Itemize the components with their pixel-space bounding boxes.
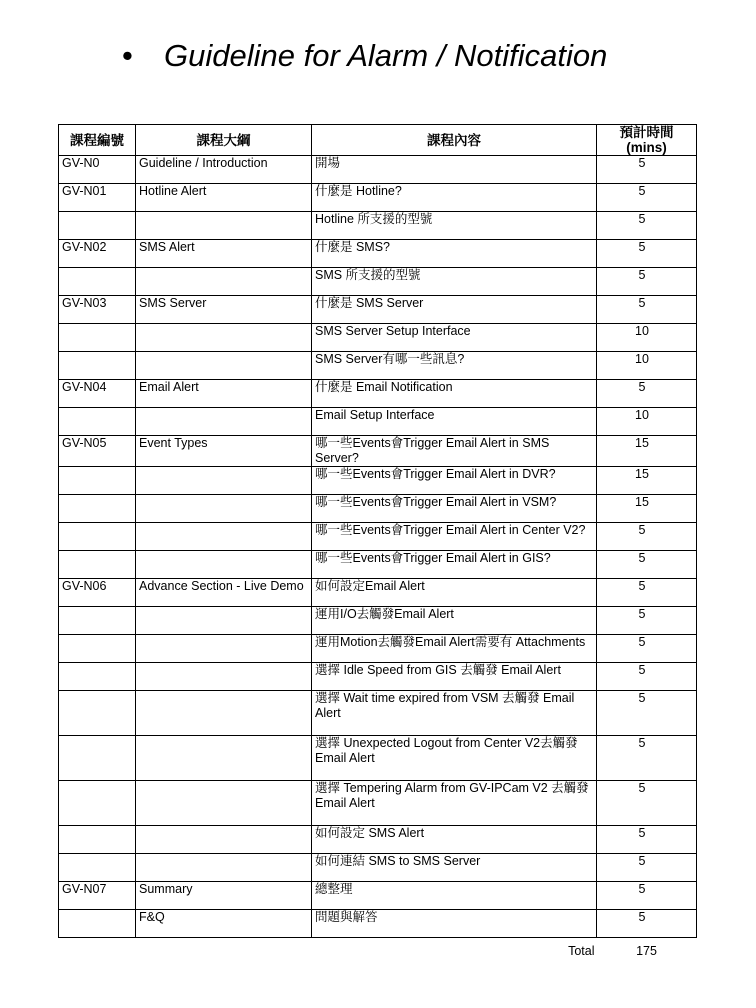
table-row bbox=[59, 607, 697, 635]
row-content: 選擇 Tempering Alarm from GV-IPCam V2 去觸發 Email Alert bbox=[312, 781, 597, 826]
table-row bbox=[59, 380, 697, 408]
row-outline: Advance Section - Live Demo bbox=[136, 579, 312, 607]
row-outline: SMS Server bbox=[136, 296, 312, 324]
row-code bbox=[59, 826, 136, 854]
row-outline bbox=[136, 663, 312, 691]
row-content: 總整理 bbox=[312, 882, 597, 910]
row-content: 什麼是 SMS? bbox=[312, 240, 597, 268]
table-row bbox=[59, 882, 697, 910]
row-content: 選擇 Wait time expired from VSM 去觸發 Email Alert bbox=[312, 691, 597, 736]
table-row bbox=[59, 436, 697, 467]
row-outline bbox=[136, 607, 312, 635]
row-code bbox=[59, 736, 136, 781]
page-title bbox=[122, 38, 607, 74]
row-content: 如何連結 SMS to SMS Server bbox=[312, 854, 597, 882]
header-code: 課程編號 bbox=[59, 125, 136, 156]
row-minutes: 5 bbox=[597, 268, 697, 296]
table-row bbox=[59, 635, 697, 663]
row-outline: F&Q bbox=[136, 910, 312, 938]
row-code bbox=[59, 495, 136, 523]
row-outline bbox=[136, 495, 312, 523]
row-content: 如何設定 SMS Alert bbox=[312, 826, 597, 854]
row-outline bbox=[136, 736, 312, 781]
row-minutes: 5 bbox=[597, 826, 697, 854]
row-minutes: 5 bbox=[597, 607, 697, 635]
total-label: Total bbox=[312, 938, 597, 966]
row-code bbox=[59, 691, 136, 736]
header-minutes: 預計時間(mins) bbox=[597, 125, 697, 156]
row-minutes: 15 bbox=[597, 495, 697, 523]
table-row bbox=[59, 467, 697, 495]
row-content: SMS 所支援的型號 bbox=[312, 268, 597, 296]
row-minutes: 5 bbox=[597, 736, 697, 781]
table-row bbox=[59, 495, 697, 523]
table-row bbox=[59, 781, 697, 826]
row-code: GV-N06 bbox=[59, 579, 136, 607]
table-row bbox=[59, 240, 697, 268]
table-row bbox=[59, 663, 697, 691]
row-code: GV-N04 bbox=[59, 380, 136, 408]
row-code: GV-N01 bbox=[59, 184, 136, 212]
row-content: SMS Server Setup Interface bbox=[312, 324, 597, 352]
row-minutes: 5 bbox=[597, 781, 697, 826]
row-outline bbox=[136, 324, 312, 352]
table-row bbox=[59, 910, 697, 938]
row-outline bbox=[136, 635, 312, 663]
row-minutes: 10 bbox=[597, 324, 697, 352]
row-code: GV-N03 bbox=[59, 296, 136, 324]
table-row bbox=[59, 268, 697, 296]
row-outline: Hotline Alert bbox=[136, 184, 312, 212]
row-content: 選擇 Unexpected Logout from Center V2去觸發 Email Alert bbox=[312, 736, 597, 781]
total-value: 175 bbox=[597, 938, 697, 966]
row-code bbox=[59, 635, 136, 663]
row-content: 運用I/O去觸發Email Alert bbox=[312, 607, 597, 635]
row-outline: Email Alert bbox=[136, 380, 312, 408]
row-outline bbox=[136, 826, 312, 854]
table-row bbox=[59, 579, 697, 607]
row-minutes: 5 bbox=[597, 212, 697, 240]
row-minutes: 5 bbox=[597, 296, 697, 324]
row-minutes: 15 bbox=[597, 436, 697, 467]
row-content: 哪一些Events會Trigger Email Alert in DVR? bbox=[312, 467, 597, 495]
row-minutes: 10 bbox=[597, 352, 697, 380]
row-code bbox=[59, 910, 136, 938]
row-content: 選擇 Idle Speed from GIS 去觸發 Email Alert bbox=[312, 663, 597, 691]
row-content: 什麼是 Hotline? bbox=[312, 184, 597, 212]
row-outline: Event Types bbox=[136, 436, 312, 467]
row-minutes: 5 bbox=[597, 910, 697, 938]
row-code bbox=[59, 467, 136, 495]
row-minutes: 10 bbox=[597, 408, 697, 436]
table-row bbox=[59, 184, 697, 212]
row-code: GV-N0 bbox=[59, 156, 136, 184]
row-code bbox=[59, 551, 136, 579]
table-row bbox=[59, 691, 697, 736]
row-minutes: 5 bbox=[597, 523, 697, 551]
row-outline bbox=[136, 352, 312, 380]
row-outline: Guideline / Introduction bbox=[136, 156, 312, 184]
row-outline: Summary bbox=[136, 882, 312, 910]
row-minutes: 5 bbox=[597, 579, 697, 607]
row-code bbox=[59, 523, 136, 551]
row-code bbox=[59, 212, 136, 240]
bullet: • bbox=[122, 38, 133, 73]
row-outline bbox=[136, 523, 312, 551]
row-minutes: 5 bbox=[597, 691, 697, 736]
row-code bbox=[59, 781, 136, 826]
row-code: GV-N05 bbox=[59, 436, 136, 467]
table-row bbox=[59, 296, 697, 324]
table-row bbox=[59, 854, 697, 882]
header-outline: 課程大綱 bbox=[136, 125, 312, 156]
table-row bbox=[59, 736, 697, 781]
row-content: Email Setup Interface bbox=[312, 408, 597, 436]
row-minutes: 5 bbox=[597, 156, 697, 184]
table-row bbox=[59, 212, 697, 240]
row-minutes: 5 bbox=[597, 551, 697, 579]
row-outline bbox=[136, 551, 312, 579]
row-code bbox=[59, 352, 136, 380]
table-row bbox=[59, 352, 697, 380]
table-row bbox=[59, 408, 697, 436]
total-row bbox=[59, 938, 697, 966]
row-content: 運用Motion去觸發Email Alert需要有 Attachments bbox=[312, 635, 597, 663]
table-row bbox=[59, 551, 697, 579]
row-content: 開場 bbox=[312, 156, 597, 184]
row-code bbox=[59, 854, 136, 882]
row-content: 什麼是 SMS Server bbox=[312, 296, 597, 324]
row-minutes: 5 bbox=[597, 380, 697, 408]
row-content: 哪一些Events會Trigger Email Alert in VSM? bbox=[312, 495, 597, 523]
row-outline bbox=[136, 408, 312, 436]
table-body bbox=[59, 156, 697, 966]
row-minutes: 5 bbox=[597, 663, 697, 691]
row-content: 哪一些Events會Trigger Email Alert in Center V2? bbox=[312, 523, 597, 551]
row-outline bbox=[136, 691, 312, 736]
row-content: 哪一些Events會Trigger Email Alert in GIS? bbox=[312, 551, 597, 579]
table-row bbox=[59, 156, 697, 184]
row-outline: SMS Alert bbox=[136, 240, 312, 268]
row-code: GV-N07 bbox=[59, 882, 136, 910]
row-code: GV-N02 bbox=[59, 240, 136, 268]
schedule-table bbox=[58, 124, 697, 965]
row-code bbox=[59, 408, 136, 436]
row-content: 哪一些Events會Trigger Email Alert in SMS Server? bbox=[312, 436, 597, 467]
row-outline bbox=[136, 212, 312, 240]
row-outline bbox=[136, 467, 312, 495]
row-minutes: 5 bbox=[597, 240, 697, 268]
table-row bbox=[59, 324, 697, 352]
row-outline bbox=[136, 854, 312, 882]
row-code bbox=[59, 607, 136, 635]
row-code bbox=[59, 268, 136, 296]
row-content: Hotline 所支援的型號 bbox=[312, 212, 597, 240]
row-content: 什麼是 Email Notification bbox=[312, 380, 597, 408]
header-content: 課程內容 bbox=[312, 125, 597, 156]
row-content: SMS Server有哪一些訊息? bbox=[312, 352, 597, 380]
row-code bbox=[59, 324, 136, 352]
table-row bbox=[59, 826, 697, 854]
row-content: 問題與解答 bbox=[312, 910, 597, 938]
row-minutes: 5 bbox=[597, 635, 697, 663]
row-minutes: 5 bbox=[597, 854, 697, 882]
row-minutes: 5 bbox=[597, 184, 697, 212]
header-row bbox=[59, 125, 697, 156]
table-row bbox=[59, 523, 697, 551]
row-code bbox=[59, 663, 136, 691]
title-text: Guideline for Alarm / Notification bbox=[164, 38, 608, 73]
row-minutes: 5 bbox=[597, 882, 697, 910]
row-minutes: 15 bbox=[597, 467, 697, 495]
row-outline bbox=[136, 268, 312, 296]
row-content: 如何設定Email Alert bbox=[312, 579, 597, 607]
row-outline bbox=[136, 781, 312, 826]
